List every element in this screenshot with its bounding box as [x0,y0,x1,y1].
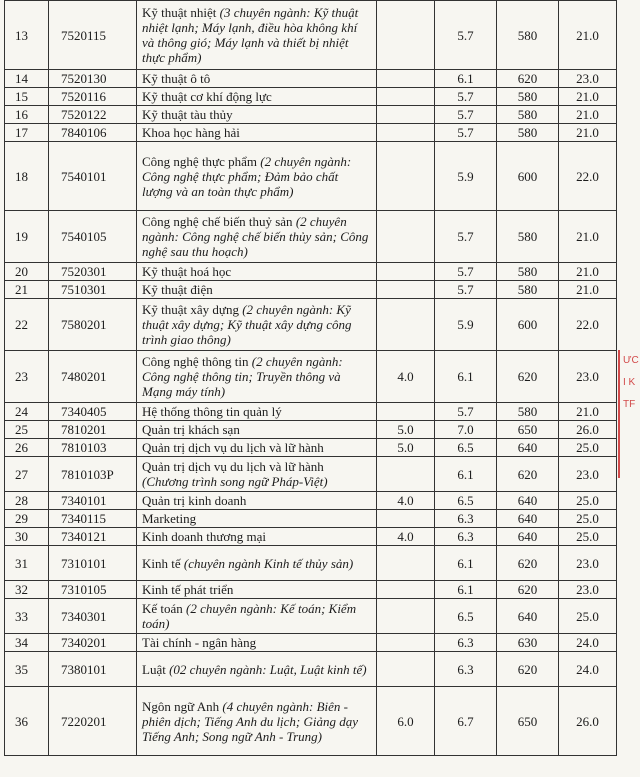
major-name [137,652,377,687]
major-code: 7520122 [49,106,137,124]
row-number: 34 [5,634,49,652]
score-col-c: 580 [497,1,559,70]
table-row [5,263,617,281]
table-row [5,70,617,88]
score-col-b: 5.7 [435,281,497,299]
major-title: Marketing [142,511,197,526]
score-col-a [377,1,435,70]
score-col-a [377,281,435,299]
score-col-b: 6.5 [435,439,497,457]
score-col-d: 25.0 [559,492,617,510]
major-code: 7810103P [49,457,137,492]
score-col-a [377,403,435,421]
major-code: 7510301 [49,281,137,299]
major-name [137,492,377,510]
major-code: 7340115 [49,510,137,528]
score-col-a [377,457,435,492]
table-row [5,457,617,492]
table-row [5,492,617,510]
major-title: Kỹ thuật điện [142,282,213,297]
score-col-c: 640 [497,599,559,634]
score-col-b: 6.3 [435,634,497,652]
row-number: 22 [5,299,49,351]
major-specializations: (2 chuyên ngành: Kỹ thuật xây dựng; Kỹ thuật xây dựng công trình giao thông) [142,302,352,347]
row-number: 18 [5,142,49,211]
major-name [137,510,377,528]
table-row [5,634,617,652]
row-number: 31 [5,546,49,581]
major-name [137,124,377,142]
score-col-b: 5.7 [435,124,497,142]
major-name [137,457,377,492]
score-col-c: 650 [497,687,559,756]
score-col-d: 21.0 [559,403,617,421]
major-title: Hệ thống thông tin quản lý [142,404,282,419]
row-number: 36 [5,687,49,756]
major-name [137,142,377,211]
score-col-d: 23.0 [559,457,617,492]
score-col-a [377,124,435,142]
red-stamp-fragment [618,350,640,478]
score-col-a [377,142,435,211]
admission-score-table [4,0,617,756]
major-code: 7580201 [49,299,137,351]
score-col-c: 620 [497,70,559,88]
major-title: Công nghệ thông tin [142,354,252,369]
row-number: 20 [5,263,49,281]
score-col-c: 580 [497,88,559,106]
major-title: Công nghệ chế biến thuỷ sản [142,214,296,229]
major-name [137,599,377,634]
score-col-c: 640 [497,510,559,528]
row-number: 26 [5,439,49,457]
score-col-c: 640 [497,439,559,457]
score-col-b: 6.1 [435,70,497,88]
table-row [5,421,617,439]
score-col-c: 620 [497,652,559,687]
row-number: 13 [5,1,49,70]
score-col-c: 580 [497,263,559,281]
row-number: 33 [5,599,49,634]
score-col-b: 6.5 [435,599,497,634]
major-title: Kinh doanh thương mại [142,529,267,544]
score-col-a: 4.0 [377,351,435,403]
table-row [5,211,617,263]
score-col-d: 22.0 [559,299,617,351]
major-name [137,421,377,439]
major-code: 7340121 [49,528,137,546]
score-col-c: 600 [497,299,559,351]
score-col-d: 26.0 [559,421,617,439]
major-code: 7340201 [49,634,137,652]
table-row [5,351,617,403]
score-col-a [377,581,435,599]
score-col-b: 6.5 [435,492,497,510]
major-title: Quản trị dịch vụ du lịch và lữ hành [142,459,324,474]
score-col-b: 5.7 [435,106,497,124]
score-col-c: 580 [497,106,559,124]
major-title: Kỹ thuật tàu thủy [142,107,233,122]
score-col-b: 5.7 [435,88,497,106]
score-col-b: 5.9 [435,142,497,211]
score-col-a: 5.0 [377,421,435,439]
major-code: 7310105 [49,581,137,599]
major-title: Kinh tế phát triển [142,582,234,597]
score-col-b: 6.7 [435,687,497,756]
score-col-a [377,652,435,687]
score-col-c: 620 [497,457,559,492]
major-title: Quản trị kinh doanh [142,493,247,508]
major-name [137,106,377,124]
table-row [5,528,617,546]
major-title: Kế toán [142,601,187,616]
score-col-d: 23.0 [559,581,617,599]
major-name [137,546,377,581]
row-number: 23 [5,351,49,403]
score-col-a [377,70,435,88]
major-name [137,439,377,457]
row-number: 14 [5,70,49,88]
table-row [5,599,617,634]
score-col-d: 23.0 [559,546,617,581]
major-specializations: (2 chuyên ngành: Công nghệ thực phẩm; Đảm bảo chất lượng và an toàn thực phẩm) [142,153,352,199]
score-col-a [377,634,435,652]
major-name [137,581,377,599]
major-name [137,211,377,263]
score-col-d: 21.0 [559,1,617,70]
major-name [137,687,377,756]
score-col-b: 6.1 [435,546,497,581]
major-code: 7520115 [49,1,137,70]
score-col-c: 620 [497,351,559,403]
score-col-a: 4.0 [377,528,435,546]
row-number: 32 [5,581,49,599]
score-col-d: 23.0 [559,70,617,88]
major-code: 7520130 [49,70,137,88]
major-name [137,88,377,106]
score-col-a [377,510,435,528]
row-number: 19 [5,211,49,263]
major-name [137,351,377,403]
major-name [137,1,377,70]
score-col-a [377,211,435,263]
stamp-line: TF [623,399,636,410]
major-code: 7480201 [49,351,137,403]
score-col-b: 5.9 [435,299,497,351]
major-title: Kỹ thuật cơ khí động lực [142,89,272,104]
score-col-d: 25.0 [559,528,617,546]
score-col-c: 620 [497,581,559,599]
major-name [137,528,377,546]
score-col-d: 25.0 [559,439,617,457]
table-row [5,581,617,599]
score-col-d: 24.0 [559,634,617,652]
row-number: 21 [5,281,49,299]
major-code: 7840106 [49,124,137,142]
table-row [5,106,617,124]
table-row [5,687,617,756]
major-title: Luật [142,661,170,677]
score-col-c: 580 [497,403,559,421]
score-col-a: 6.0 [377,687,435,756]
major-specializations: (chuyên ngành Kinh tế thủy sản) [183,555,354,571]
score-col-b: 7.0 [435,421,497,439]
score-col-b: 5.7 [435,403,497,421]
major-name [137,403,377,421]
major-specializations: (2 chuyên ngành: Công nghệ thông tin; Truyền thông và Mạng máy tính) [142,354,343,399]
score-col-d: 21.0 [559,263,617,281]
score-col-b: 6.3 [435,528,497,546]
major-code: 7340301 [49,599,137,634]
major-specializations: (2 chuyên ngành: Kế toán; Kiểm toán) [142,601,357,631]
major-code: 7540105 [49,211,137,263]
row-number: 16 [5,106,49,124]
table-row [5,299,617,351]
score-col-b: 6.1 [435,351,497,403]
major-title: Kỹ thuật hoá học [142,264,232,279]
score-col-c: 630 [497,634,559,652]
major-code: 7520301 [49,263,137,281]
major-code: 7810103 [49,439,137,457]
table-row [5,1,617,70]
score-col-d: 21.0 [559,211,617,263]
major-code: 7540101 [49,142,137,211]
table-row [5,403,617,421]
major-code: 7810201 [49,421,137,439]
score-col-c: 650 [497,421,559,439]
major-name [137,263,377,281]
score-col-a [377,299,435,351]
major-title: Tài chính - ngân hàng [142,635,257,650]
major-title: Kỹ thuật xây dựng [142,302,243,317]
major-code: 7310101 [49,546,137,581]
major-title: Khoa học hàng hải [142,125,240,140]
score-col-a [377,599,435,634]
score-col-d: 21.0 [559,124,617,142]
score-col-a [377,88,435,106]
row-number: 17 [5,124,49,142]
score-col-a: 5.0 [377,439,435,457]
score-col-c: 580 [497,211,559,263]
score-col-d: 25.0 [559,510,617,528]
table-row [5,281,617,299]
major-code: 7380101 [49,652,137,687]
row-number: 29 [5,510,49,528]
row-number: 35 [5,652,49,687]
score-col-c: 600 [497,142,559,211]
table-row [5,439,617,457]
score-col-d: 24.0 [559,652,617,687]
major-name [137,281,377,299]
table-row [5,546,617,581]
score-col-b: 6.3 [435,652,497,687]
table-row [5,652,617,687]
score-col-c: 640 [497,492,559,510]
score-col-c: 580 [497,124,559,142]
score-col-c: 640 [497,528,559,546]
major-name [137,299,377,351]
score-col-a [377,263,435,281]
table-row [5,88,617,106]
table-row [5,124,617,142]
score-col-d: 23.0 [559,351,617,403]
score-col-b: 5.7 [435,263,497,281]
score-col-d: 21.0 [559,88,617,106]
major-name [137,634,377,652]
major-code: 7340101 [49,492,137,510]
major-code: 7520116 [49,88,137,106]
row-number: 24 [5,403,49,421]
score-col-a [377,546,435,581]
table-row [5,510,617,528]
stamp-line: I K [623,377,636,388]
major-specializations: (02 chuyên ngành: Luật, Luật kinh tế) [169,661,367,677]
score-col-b: 5.7 [435,1,497,70]
major-title: Công nghệ thực phẩm [142,153,261,169]
score-col-d: 25.0 [559,599,617,634]
row-number: 30 [5,528,49,546]
major-title: Ngôn ngữ Anh [142,698,223,714]
major-title: Quản trị dịch vụ du lịch và lữ hành [142,440,324,455]
score-col-a: 4.0 [377,492,435,510]
row-number: 15 [5,88,49,106]
row-number: 28 [5,492,49,510]
major-title: Kỹ thuật ô tô [142,71,211,86]
row-number: 25 [5,421,49,439]
major-title: Kinh tế [142,555,184,571]
major-name [137,70,377,88]
major-specializations: (Chương trình song ngữ Pháp-Việt) [142,474,328,489]
score-col-c: 620 [497,546,559,581]
score-col-d: 22.0 [559,142,617,211]
major-specializations: (2 chuyên ngành: Công nghệ chế biến thủy sản; Công nghệ sau thu hoạch) [142,214,369,259]
major-code: 7220201 [49,687,137,756]
score-col-b: 6.1 [435,457,497,492]
score-col-a [377,106,435,124]
score-col-c: 580 [497,281,559,299]
major-title: Kỹ thuật nhiệt [142,5,220,20]
score-col-b: 6.3 [435,510,497,528]
stamp-line: ƯC [623,355,639,366]
row-number: 27 [5,457,49,492]
major-title: Quản trị khách sạn [142,422,240,437]
score-col-d: 21.0 [559,106,617,124]
major-specializations: (4 chuyên ngành: Biên - phiên dịch; Tiếng Anh du lịch; Giảng dạy Tiếng Anh; Song ngữ Anh - Trung) [142,698,359,744]
score-col-b: 5.7 [435,211,497,263]
table-row [5,142,617,211]
major-code: 7340405 [49,403,137,421]
score-col-d: 21.0 [559,281,617,299]
major-specializations: (3 chuyên ngành: Kỹ thuật nhiệt lạnh; Máy lạnh, điều hòa không khí và thông gió; Máy lạnh và thiết bị nhiệt thực phẩm) [142,5,359,65]
score-col-b: 6.1 [435,581,497,599]
score-col-d: 26.0 [559,687,617,756]
